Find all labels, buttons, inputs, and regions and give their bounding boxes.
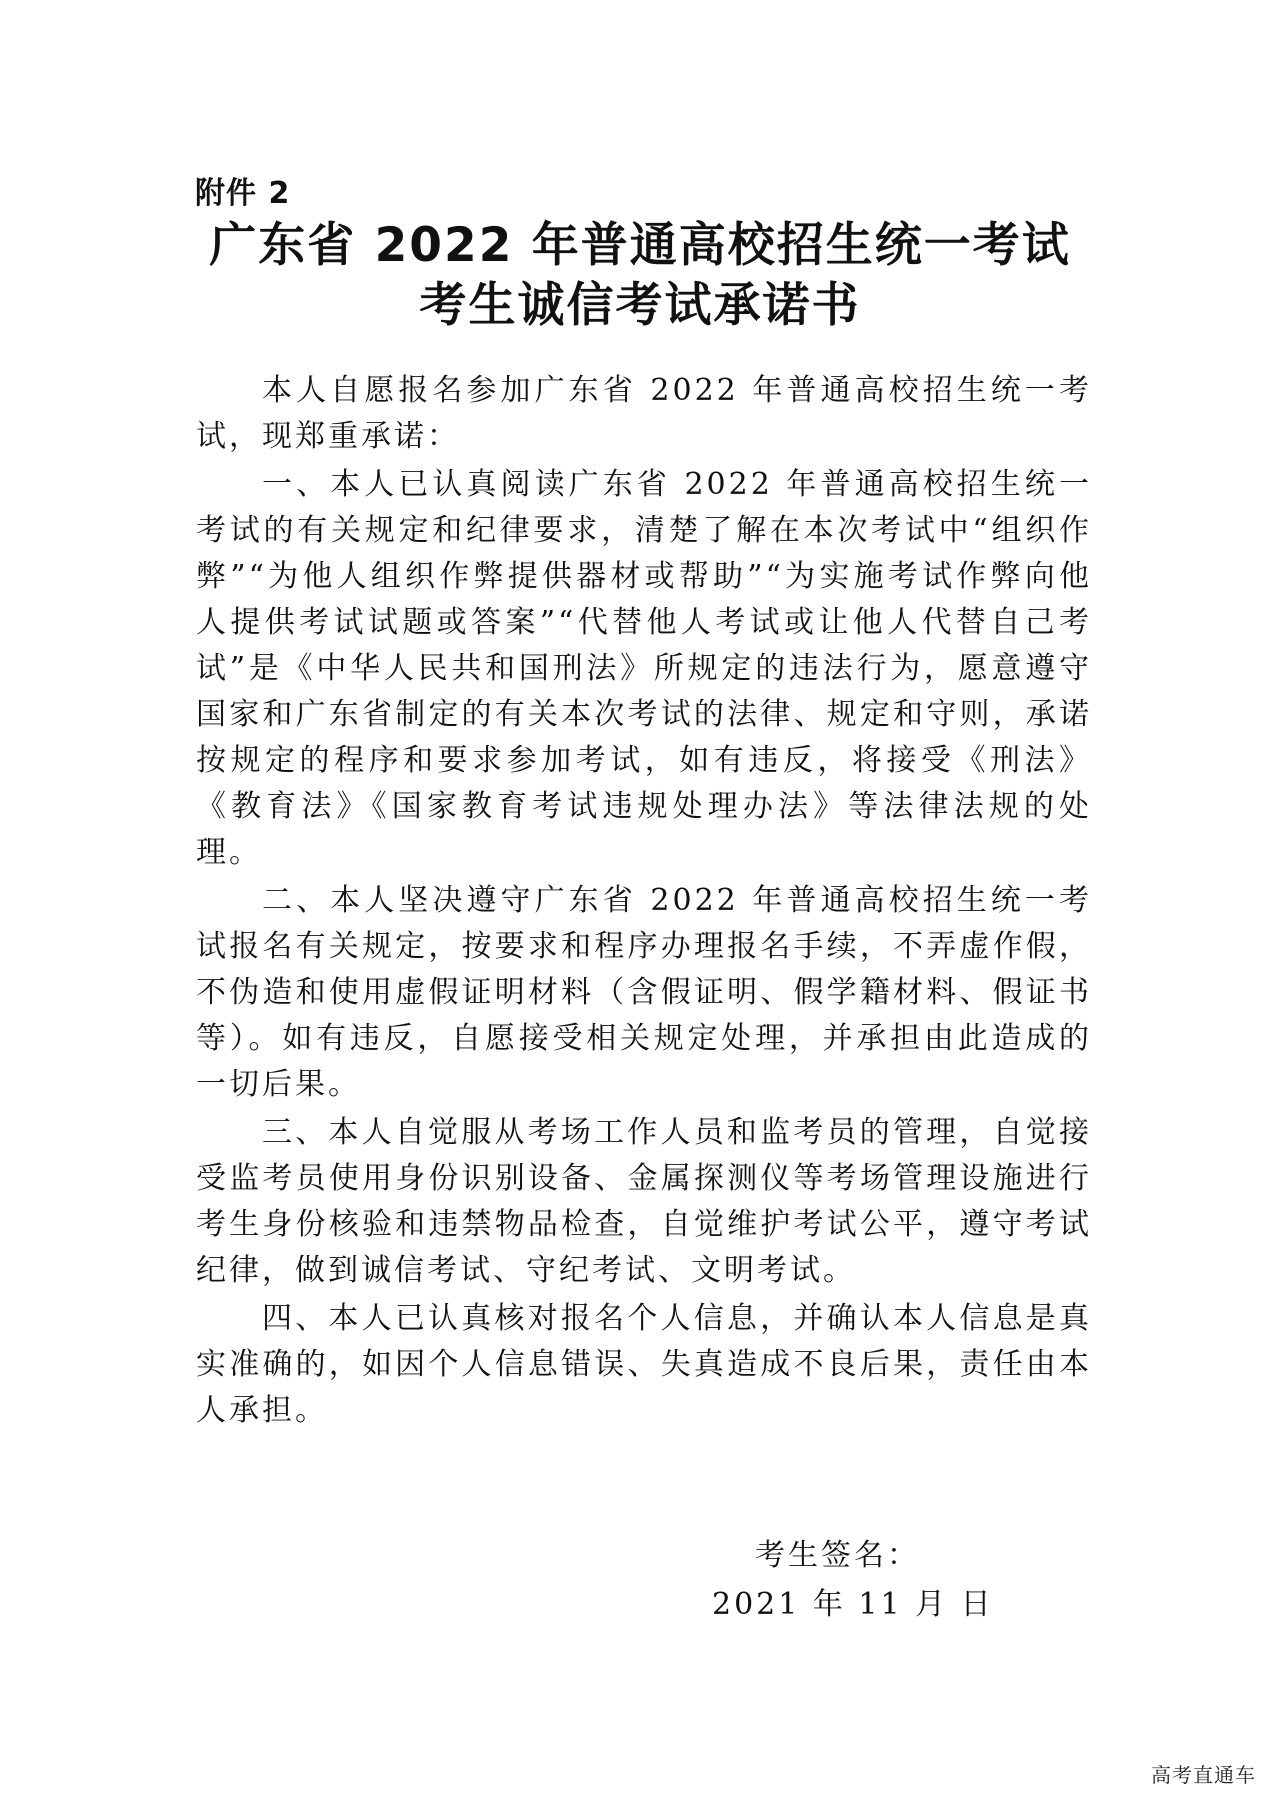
pledge-paragraph-4: 四、本人已认真核对报名个人信息，并确认本人信息是真实准确的，如因个人信息错误、失真造成不良后果，责任由本人承担。	[196, 1301, 1092, 1428]
pledge-paragraph-3: 三、本人自觉服从考场工作人员和监考员的管理，自觉接受监考员使用身份识别设备、金属探测仪等考场管理设施进行考生身份核验和违禁物品检查，自觉维护考试公平，遵守考试纪律，做到诚信考试、守纪考试、文明考试。	[196, 1115, 1092, 1288]
document-title-line-2: 考生诚信考试承诺书	[419, 278, 861, 333]
attachment-label: 附件 2	[195, 176, 291, 211]
intro-paragraph: 本人自愿报名参加广东省 2022 年普通高校招生统一考试，现郑重承诺：	[196, 373, 1092, 454]
document-title-line-1: 广东省 2022 年普通高校招生统一考试	[209, 218, 1071, 273]
pledge-paragraph-1: 一、本人已认真阅读广东省 2022 年普通高校招生统一考试的有关规定和纪律要求，清楚了解在本次考试中“组织作弊”“为他人组织作弊提供器材或帮助”“为实施考试作弊向他人提供考试试题或答案”“代替他人考试或让他人代替自己考试”是《中华人民共和国刑法》所规定的违法行为，愿意遵守国家和广东省制定的有关本次考试的法律、规定和守则，承诺按规定的程序和要求参加考试，如有违反，将接受《刑法》《教育法》《国家教育考试违规处理办法》等法律法规的处理。	[196, 467, 1092, 870]
signature-date: 2021 年 11 月 日	[712, 1587, 994, 1622]
signature-label: 考生签名：	[755, 1538, 920, 1573]
document-body	[196, 368, 1092, 1434]
watermark: 高考直通车	[1151, 1763, 1256, 1787]
pledge-paragraph-2: 二、本人坚决遵守广东省 2022 年普通高校招生统一考试报名有关规定，按要求和程序办理报名手续，不弄虚作假，不伪造和使用虚假证明材料（含假证明、假学籍材料、假证书等）。如有违反，自愿接受相关规定处理，并承担由此造成的一切后果。	[196, 883, 1092, 1102]
